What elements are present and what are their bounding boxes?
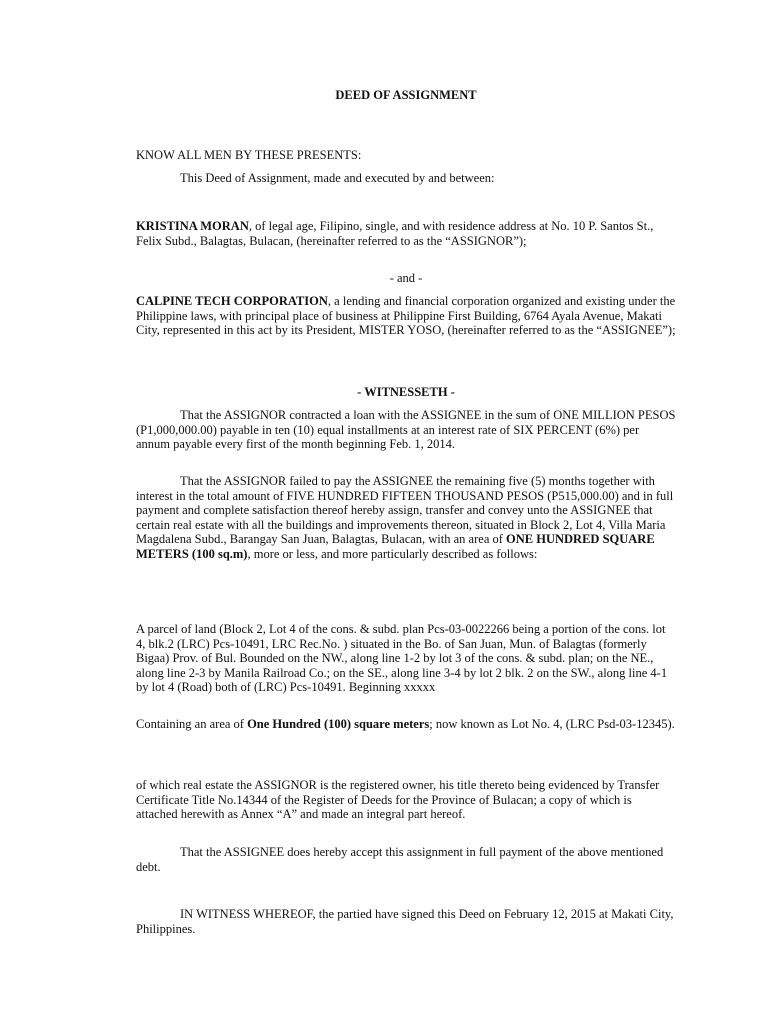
ownership-paragraph: of which real estate the ASSIGNOR is the registered owner, his title thereto being evidenced by Transfer Certificate Title No.14344 of the Register of Deeds for the Province of Bulacan; a copy of which is attached herewith as Annex “A” and made an integral part hereof. [136,778,660,822]
assignor-name: KRISTINA MORAN [136,219,249,233]
area-text-1: Containing an area of [136,717,248,731]
default-text-2: , more or less, and more particularly described as follows: [247,546,538,561]
default-text-1: That the ASSIGNOR failed to pay the ASSIGNEE the remaining five (5) months together with interest in the total amount of FIVE HUNDRED FIFTEEN THOUSAND PESOS (P515,000.00) and in full payment and complete satisfaction thereof hereby assign, transfer and convey unto the ASSIGNEE that certain real estate with all the buildings and improvements thereon, situated in Block 2, Lot 4, Villa Maria Magdalena Subd., Barangay San Juan, Balagtas, Bulacan, with an area of [136,474,674,547]
area-text-2: ; now known as Lot No. 4, (LRC Psd-03-12345). [429,717,675,731]
assignor-text: , of legal age, Filipino, single, and with residence address at No. 10 P. Santos St., Felix Subd., Balagtas, Bulacan, (hereinafter referred to as the “ASSIGNOR”); [136,219,654,248]
loan-paragraph: That the ASSIGNOR contracted a loan with the ASSIGNEE in the sum of ONE MILLION PESOS (P1,000,000.00) payable in ten (10) equal installments at an interest rate of SIX PERCENT (6%) per annum payable every first of the month beginning Feb. 1, 2014. [136,408,676,452]
assignee-paragraph [136,294,676,338]
witnesseth-heading: - WITNESSETH - [357,385,455,399]
assignee-text: , a lending and financial corporation organized and existing under the Philippine laws, with principal place of business at Philippine First Building, 6764 Ayala Avenue, Makati City, represented in this act by its President, MISTER YOSO, (hereinafter referred to as the “ASSIGNEE”); [136,294,676,338]
acceptance-paragraph: That the ASSIGNEE does hereby accept this assignment in full payment of the above mentioned debt. [136,845,664,874]
document-title: DEED OF ASSIGNMENT [335,88,477,102]
land-description: A parcel of land (Block 2, Lot 4 of the cons. & subd. plan Pcs-03-0022266 being a portion of the cons. lot 4, blk.2 (LRC) Pcs-10491, LRC Rec.No. ) situated in the Bo. of San Juan, Mun. of Balagtas (formerly Bigaa) Prov. of Bul. Bounded on the NW., along line 1-2 by lot 3 of the cons. & subd. plan; on the NE., along line 2-3 by Manila Railroad Co.; on the SE., along line 3-4 by lot 2 blk. 2 on the SW., along line 4-1 by lot 4 (Road) both of (LRC) Pcs-10491. Beginning xxxxx [136,622,668,695]
intro-line: This Deed of Assignment, made and executed by and between: [180,171,495,185]
opening-line: KNOW ALL MEN BY THESE PRESENTS: [136,148,362,162]
area-bold: One Hundred (100) square meters [247,717,430,731]
assignor-paragraph [136,219,676,248]
and-separator: - and - [389,271,423,285]
assignee-name: CALPINE TECH CORPORATION [136,294,328,308]
witness-whereof-paragraph: IN WITNESS WHEREOF, the partied have signed this Deed on February 12, 2015 at Makati City, Philippines. [136,907,674,936]
default-paragraph [136,474,676,562]
area-paragraph [136,717,676,732]
default-area-bold: ONE HUNDRED SQUARE METERS (100 sq.m) [136,532,655,561]
